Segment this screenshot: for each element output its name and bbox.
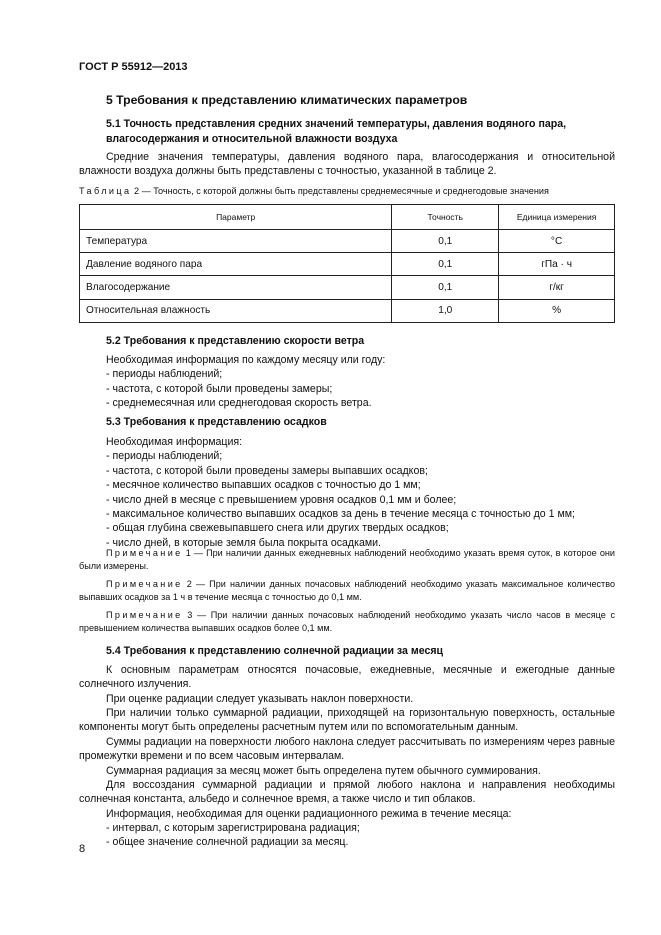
subsection-5-1-title: 5.1 Точность представления средних значений температуры, давления водяного пара, влагосодержания и относительной влажности воздуха (106, 118, 567, 145)
paragraph: При оценке радиации следует указывать наклон поверхности. (106, 693, 414, 705)
list-item: - частота, с которой были проведены замеры выпавших осадков; (106, 464, 428, 477)
list-item: - общая глубина свежевыпавшего снега или других твердых осадков; (106, 522, 449, 535)
list-item: - частота, с которой были проведены замеры; (106, 382, 333, 395)
note-2: Примечание 2 — При наличии данных почасовых наблюдений необходимо указать максимальное количество выпавших осадков за 1 ч в течение месяца с точностью до 0,1 мм. (79, 579, 615, 602)
list-item: - общее значение солнечной радиации за месяц. (106, 836, 349, 849)
list-item: - интервал, с которым зарегистрирована радиация; (106, 822, 360, 834)
list-item: - периоды наблюдений; (106, 368, 223, 381)
subsection-5-2-title: 5.2 Требования к представлению скорости ветра (106, 335, 365, 347)
paragraph: Для воссоздания суммарной радиации и прямой любого наклона и направления необходимы солнечная константа, альбедо и солнечное время, а также число и тип облаков. (79, 779, 615, 806)
paragraph: Информация, необходимая для оценки радиационного режима в течение месяца: (106, 808, 512, 820)
table-row: Температура 0,1 °С (80, 230, 615, 253)
subsection-5-4-list (106, 821, 615, 850)
subsection-5-3-body: Необходимая информация: - периоды наблюдений; - частота, с которой были проведены замеры выпавших осадков; - месячное количество выпавших осадков с точностью до 1 мм; - число дней в месяце с превышением уровня осадков 0,1 мм и более; - максимальное количество выпавших осадков за день в течение месяца с точностью до 1 мм; - общая глубина свежевыпавшего снега или других твердых осадков; - число дней, в которые земля была покрыта осадками. (106, 435, 615, 550)
table-2 (79, 204, 615, 323)
subsection-5-2-body: Необходимая информация по каждому месяцу или году: - периоды наблюдений; - частота, с которой были проведены замеры; - среднемесячная или среднегодовая скорость ветра. (106, 353, 615, 411)
col-header-precision: Точность (392, 205, 499, 230)
list-item: - периоды наблюдений; (106, 450, 223, 463)
table-row: Давление водяного пара 0,1 гПа · ч (80, 253, 615, 276)
page-number: 8 (79, 843, 86, 855)
subsection-5-1-text: Средние значения температуры, давления водяного пара, влагосодержания и относительной влажности воздуха должны быть представлены с точностью, указанной в таблице 2. (79, 151, 615, 178)
section-title: 5 Требования к представлению климатических параметров (106, 93, 468, 107)
list-item: - максимальное количество выпавших осадков за день в течение месяца с точностью до 1 мм; (106, 508, 575, 521)
paragraph: Суммы радиации на поверхности любого наклона следует рассчитывать по измерениям через равные промежутки времени и по всем часовым интервалам. (79, 736, 615, 763)
table-row: Относительная влажность 1,0 % (80, 299, 615, 322)
paragraph: Суммарная радиация за месяц может быть определена путем обычного суммирования. (106, 765, 541, 777)
table-row: Влагосодержание 0,1 г/кг (80, 276, 615, 299)
list-item: - месячное количество выпавших осадков с точностью до 1 мм; (106, 479, 421, 492)
paragraph: К основным параметрам относятся почасовые, ежедневные, месячные и ежегодные данные солнечного излучения. (79, 664, 615, 691)
note-1: Примечание 1 — При наличии данных ежедневных наблюдений необходимо указать время суток, в которое они были измерены. (79, 548, 615, 571)
col-header-unit: Единица измерения (499, 205, 615, 230)
table-caption: Таблица 2 — Точность, с которой должны быть представлены среднемесячные и среднегодовые значения (79, 186, 549, 196)
subsection-5-3-title: 5.3 Требования к представлению осадков (106, 416, 327, 428)
subsection-5-4-title: 5.4 Требования к представлению солнечной радиации за месяц (106, 645, 444, 657)
note-3: Примечание 3 — При наличии данных почасовых наблюдений необходимо указать число часов в месяце с превышением количества выпавших осадков более 0,1 мм. (79, 610, 615, 633)
table-header-row (80, 205, 615, 230)
paragraph: При наличии только суммарной радиации, приходящей на горизонтальную поверхность, остальные компоненты могут быть определены расчетным путем или по вспомогательным данным. (79, 707, 615, 734)
col-header-parameter: Параметр (80, 205, 392, 230)
list-item: - число дней в месяце с превышением уровня осадков 0,1 мм и более; (106, 493, 457, 506)
list-item: - среднемесячная или среднегодовая скорость ветра. (106, 397, 372, 410)
list-item: - число дней, в которые земля была покрыта осадками. (106, 536, 381, 549)
document-header: ГОСТ Р 55912—2013 (79, 61, 188, 73)
